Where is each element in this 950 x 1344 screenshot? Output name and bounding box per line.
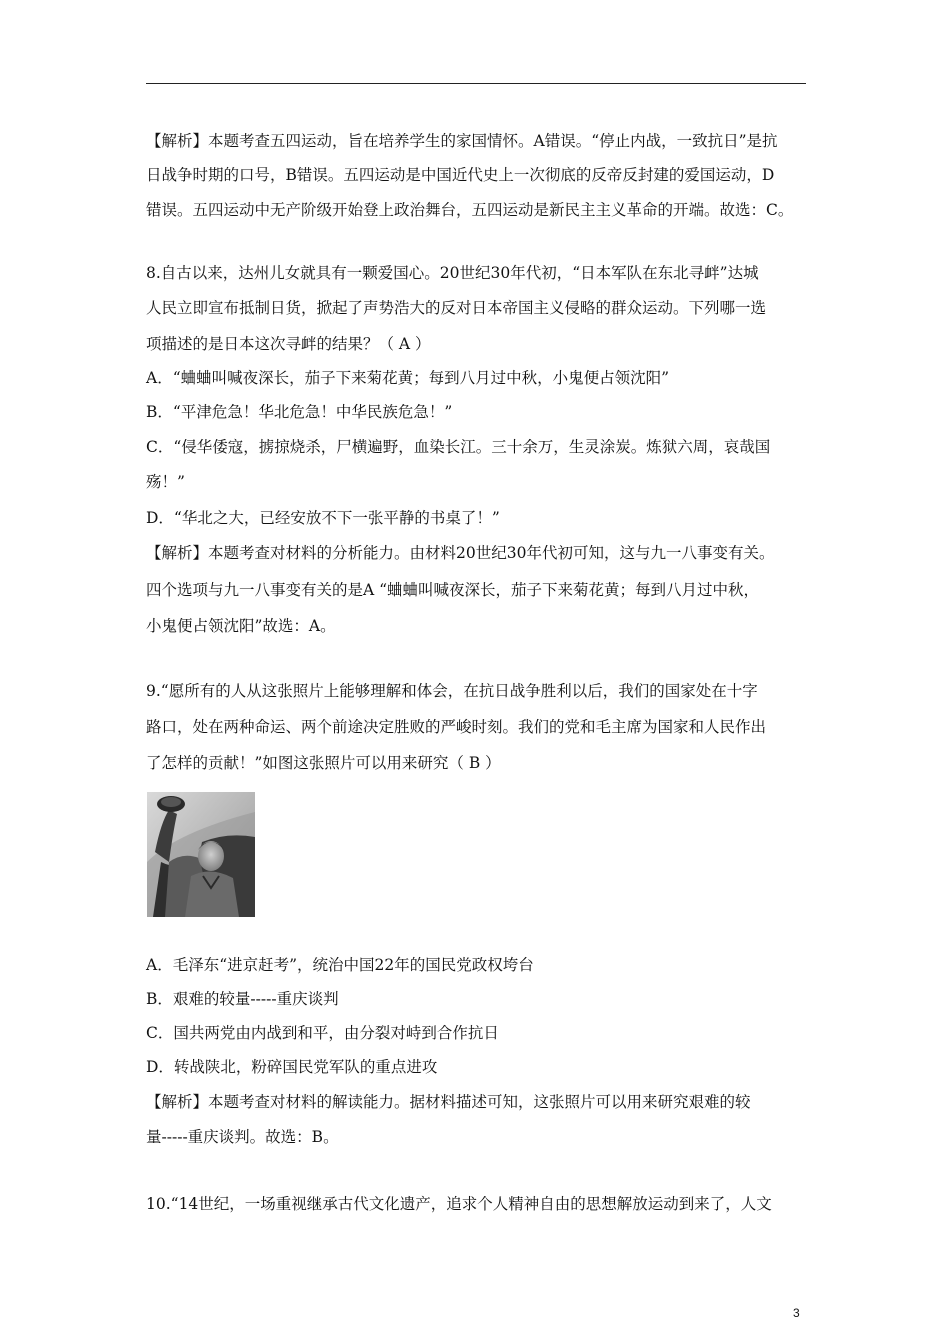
header-rule [146,83,806,84]
q9-analysis-line-1: 【解析】本题考查对材料的解读能力。据材料描述可知，这张照片可以用来研究艰难的较 [146,1093,751,1111]
q8-analysis-line-3: 小鬼便占领沈阳”故选：A。 [146,617,336,635]
q9-option-b: B．艰难的较量-----重庆谈判 [146,990,339,1008]
q9-analysis-line-2: 量-----重庆谈判。故选：B。 [146,1128,339,1146]
q9-option-a: A．毛泽东“进京赶考”，统治中国22年的国民党政权垮台 [146,956,534,974]
q9-option-c: C．国共两党由内战到和平，由分裂对峙到合作抗日 [146,1024,499,1042]
q9-option-d: D．转战陕北，粉碎国民党军队的重点进攻 [146,1058,438,1076]
q8-stem-line-3: 项描述的是日本这次寻衅的结果？（ A ） [146,335,431,353]
q8-option-d: D．“华北之大，已经安放不下一张平静的书桌了！” [146,509,500,527]
q8-option-c-line-2: 殇！” [146,473,185,491]
q9-stem-line-1: 9.“愿所有的人从这张照片上能够理解和体会，在抗日战争胜利以后，我们的国家处在十字 [146,682,758,700]
q8-option-c-line-1: C．“侵华倭寇，掳掠烧杀，尸横遍野，血染长江。三十余万，生灵涂炭。炼狱六周，哀哉国 [146,438,771,456]
q8-stem-line-1: 8.自古以来，达州儿女就具有一颗爱国心。20世纪30年代初，“日本军队在东北寻衅”达城 [146,264,759,282]
q9-stem-line-3: 了怎样的贡献！”如图这张照片可以用来研究（ B ） [146,754,501,772]
q8-analysis-line-1: 【解析】本题考查对材料的分析能力。由材料20世纪30年代初可知，这与九一八事变有关。 [146,544,775,562]
q7-analysis-line-2: 日战争时期的口号，B错误。五四运动是中国近代史上一次彻底的反帝反封建的爱国运动，D [146,166,775,184]
q10-stem-line-1: 10.“14世纪，一场重视继承古代文化遗产，追求个人精神自由的思想解放运动到来了，人文 [146,1195,772,1213]
q8-option-b: B．“平津危急！华北危急！中华民族危急！” [146,403,453,421]
page-number: 3 [793,1306,800,1320]
q8-analysis-line-2: 四个选项与九一八事变有关的是A “蛐蛐叫喊夜深长，茄子下来菊花黄；每到八月过中秋， [146,581,760,599]
q7-analysis-line-3: 错误。五四运动中无产阶级开始登上政治舞台，五四运动是新民主主义革命的开端。故选：C。 [146,201,794,219]
historical-photo [147,792,255,917]
q8-stem-line-2: 人民立即宣布抵制日货，掀起了声势浩大的反对日本帝国主义侵略的群众运动。下列哪一选 [146,299,767,317]
q8-option-a: A．“蛐蛐叫喊夜深长，茄子下来菊花黄；每到八月过中秋，小鬼便占领沈阳” [146,369,670,387]
q7-analysis-line-1: 【解析】本题考查五四运动，旨在培养学生的家国情怀。A错误。“停止内战，一致抗日”是抗 [146,132,778,150]
q9-stem-line-2: 路口，处在两种命运、两个前途决定胜败的严峻时刻。我们的党和毛主席为国家和人民作出 [146,718,767,736]
